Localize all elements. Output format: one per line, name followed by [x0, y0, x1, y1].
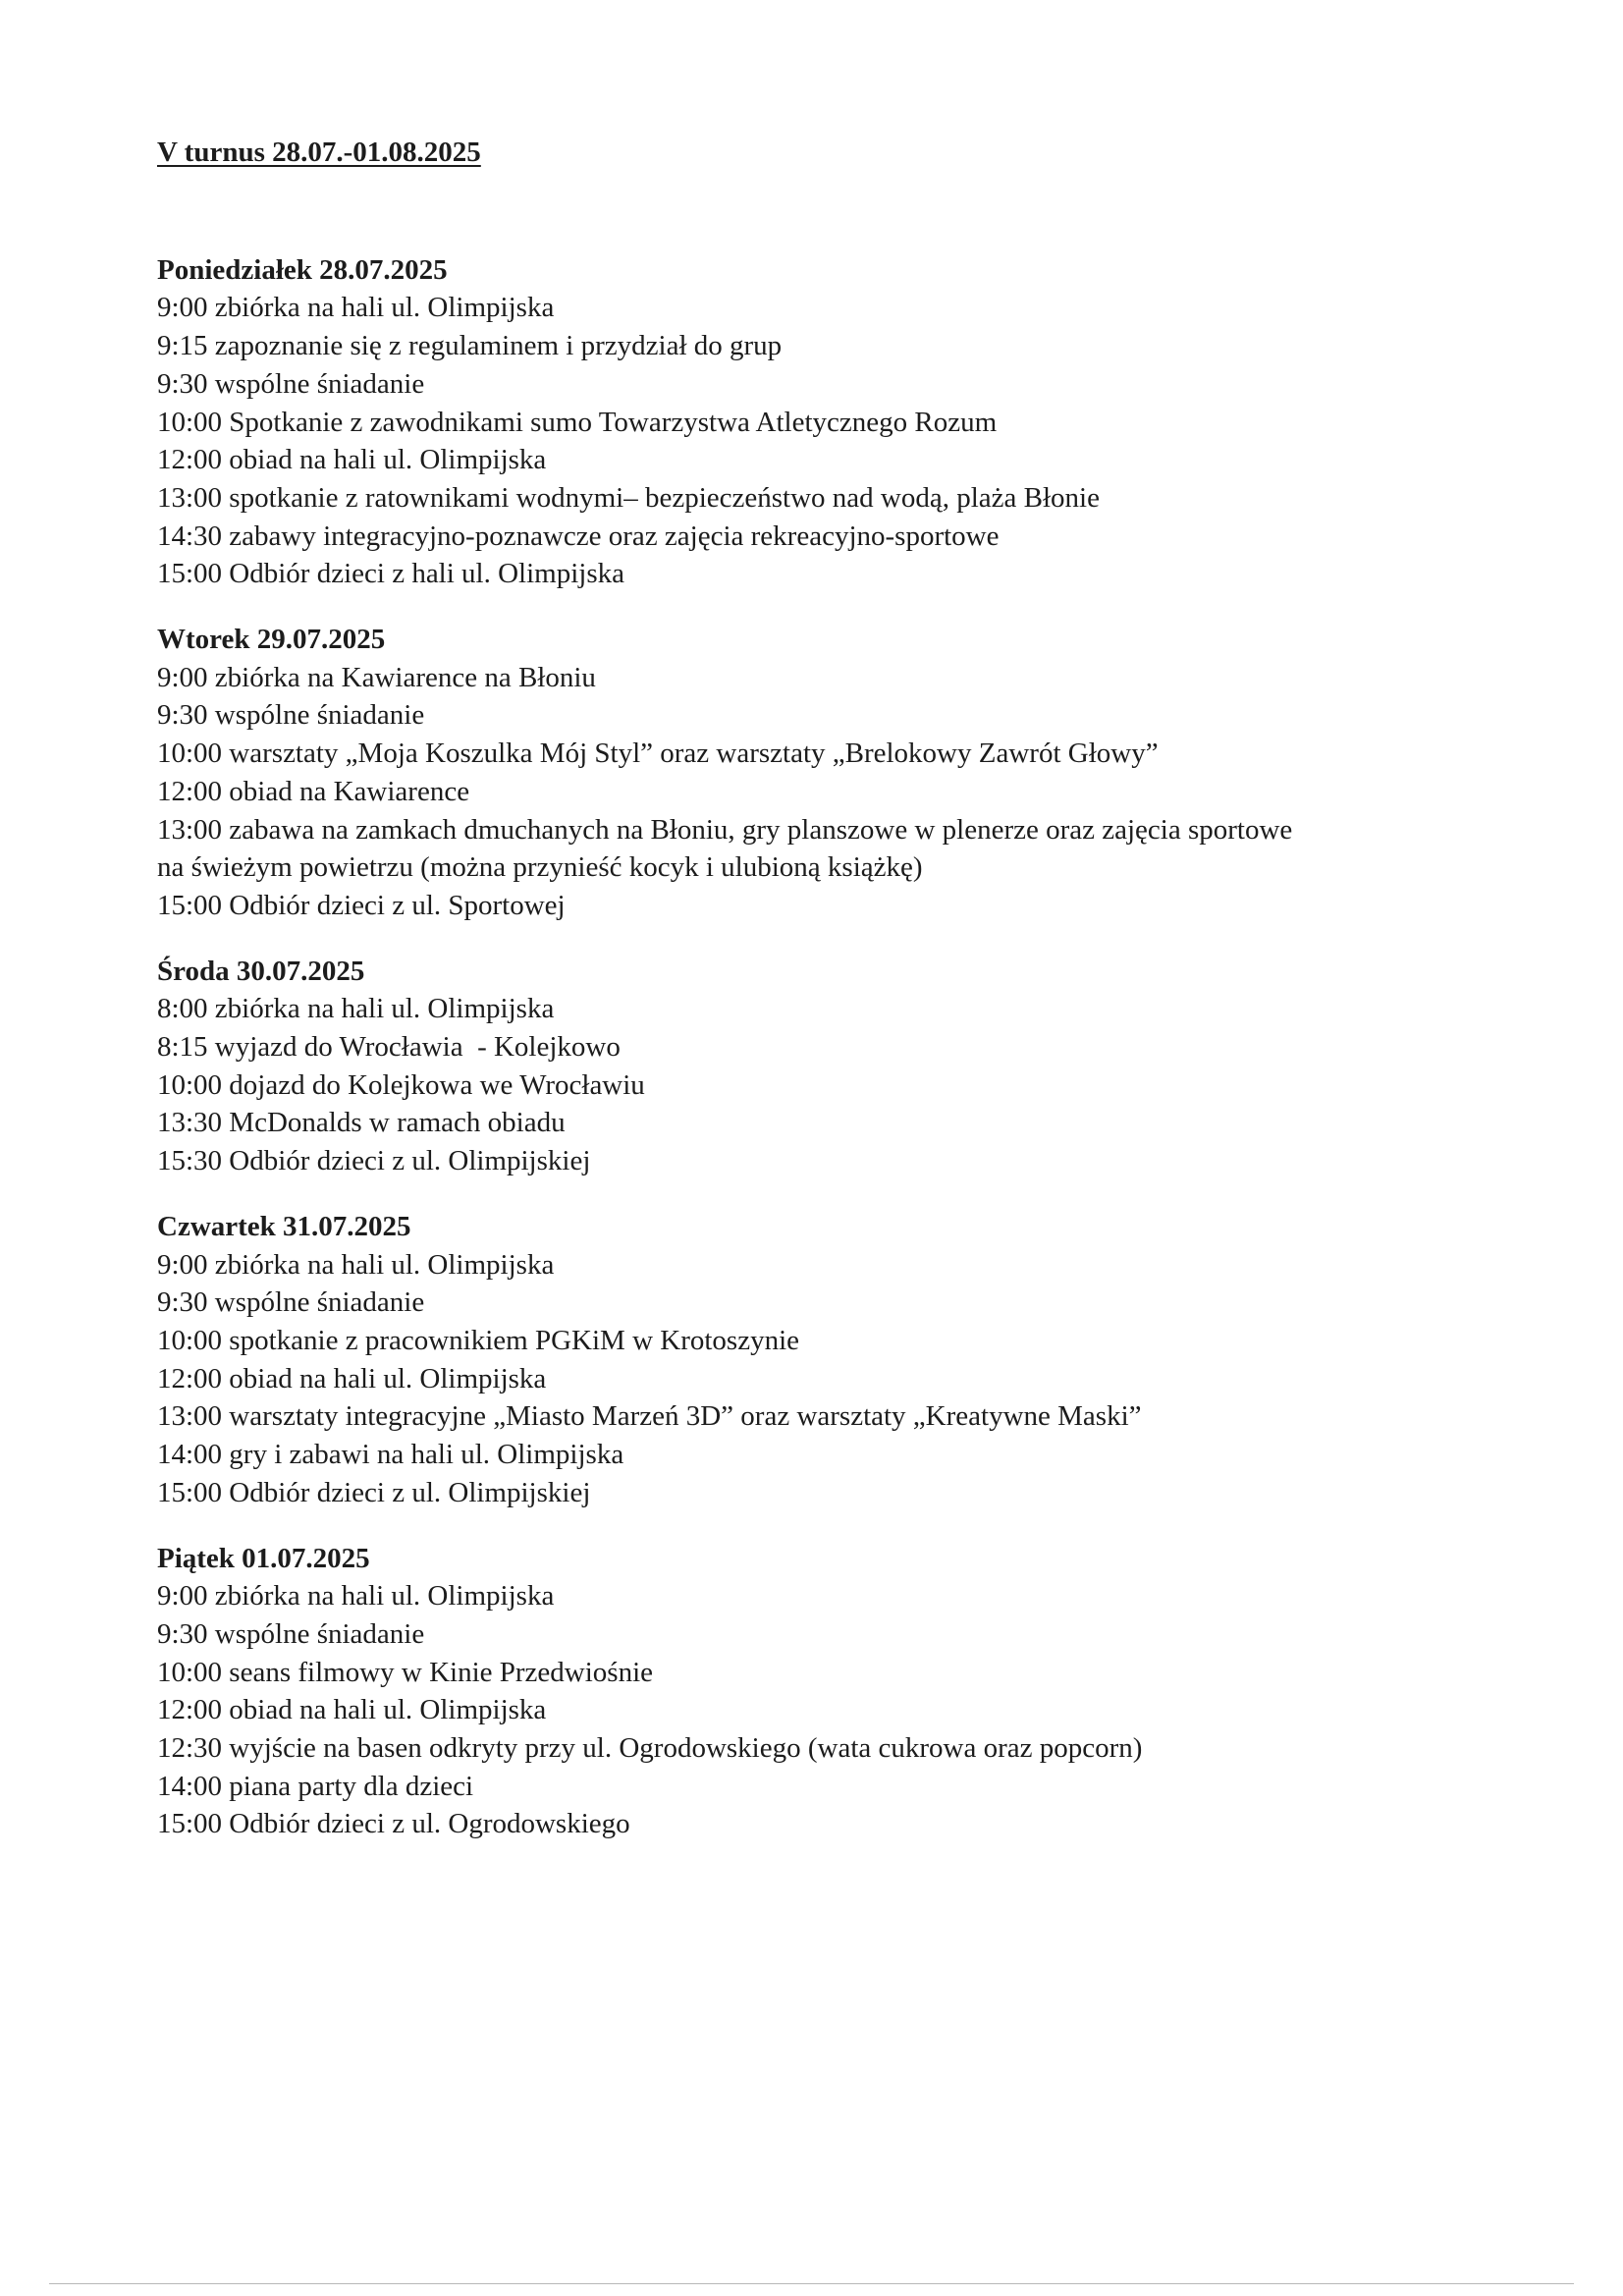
day-heading: Czwartek 31.07.2025: [157, 1210, 411, 1242]
schedule-entry: 15:00 Odbiór dzieci z ul. Ogrodowskiego: [157, 1808, 630, 1840]
day-section: [157, 1208, 1532, 1512]
document-title: V turnus 28.07.-01.08.2025: [157, 137, 481, 168]
schedule-entry: 15:30 Odbiór dzieci z ul. Olimpijskiej: [157, 1145, 591, 1177]
schedule-entry: 10:00 Spotkanie z zawodnikami sumo Towarzystwa Atletycznego Rozum: [157, 406, 998, 438]
schedule-entry: 12:00 obiad na Kawiarence: [157, 775, 470, 807]
schedule-entry: 14:00 piana party dla dzieci: [157, 1770, 474, 1802]
schedule-entry: 10:00 spotkanie z pracownikiem PGKiM w Krotoszynie: [157, 1324, 800, 1356]
schedule-entry: 12:30 wyjście na basen odkryty przy ul. Ogrodowskiego (wata cukrowa oraz popcorn): [157, 1732, 1143, 1765]
schedule-entry: 14:00 gry i zabawi na hali ul. Olimpijska: [157, 1439, 624, 1471]
day-section: [157, 953, 1532, 1180]
schedule-entry: 13:00 zabawa na zamkach dmuchanych na Błoniu, gry planszowe w plenerze oraz zajęcia sportowe: [157, 813, 1293, 846]
schedule-entry: 13:00 spotkanie z ratownikami wodnymi– bezpieczeństwo nad wodą, plaża Błonie: [157, 481, 1100, 514]
schedule: [157, 251, 1532, 1843]
day-section: [157, 251, 1532, 593]
document-page: [157, 134, 1532, 1871]
schedule-entry: 9:00 zbiórka na hali ul. Olimpijska: [157, 1248, 555, 1281]
day-heading: Wtorek 29.07.2025: [157, 624, 386, 656]
day-heading: Poniedziałek 28.07.2025: [157, 253, 448, 286]
schedule-entry: 12:00 obiad na hali ul. Olimpijska: [157, 1362, 547, 1394]
schedule-entry: 9:00 zbiórka na hali ul. Olimpijska: [157, 1580, 555, 1613]
schedule-entry: 9:30 wspólne śniadanie: [157, 699, 425, 732]
schedule-entry: 8:00 zbiórka na hali ul. Olimpijska: [157, 993, 555, 1025]
schedule-entry: 13:30 McDonalds w ramach obiadu: [157, 1107, 566, 1139]
day-section: [157, 1540, 1532, 1844]
schedule-entry: 15:00 Odbiór dzieci z ul. Sportowej: [157, 889, 566, 921]
schedule-entry: 9:30 wspólne śniadanie: [157, 1617, 425, 1650]
schedule-entry: 10:00 warsztaty „Moja Koszulka Mój Styl” oraz warsztaty „Brelokowy Zawrót Głowy”: [157, 738, 1159, 770]
day-section: [157, 621, 1532, 925]
schedule-entry: 10:00 dojazd do Kolejkowa we Wrocławiu: [157, 1068, 645, 1101]
schedule-entry: 10:00 seans filmowy w Kinie Przedwiośnie: [157, 1656, 654, 1688]
day-heading: Środa 30.07.2025: [157, 955, 365, 987]
schedule-entry: na świeżym powietrzu (można przynieść kocyk i ulubioną książkę): [157, 851, 923, 884]
scan-edge-line: [49, 2283, 1574, 2284]
schedule-entry: 9:30 wspólne śniadanie: [157, 367, 425, 400]
schedule-entry: 9:30 wspólne śniadanie: [157, 1286, 425, 1319]
schedule-entry: 15:00 Odbiór dzieci z ul. Olimpijskiej: [157, 1476, 591, 1508]
schedule-entry: 9:00 zbiórka na hali ul. Olimpijska: [157, 292, 555, 324]
schedule-entry: 14:30 zabawy integracyjno-poznawcze oraz zajęcia rekreacyjno-sportowe: [157, 519, 1000, 552]
schedule-entry: 15:00 Odbiór dzieci z hali ul. Olimpijska: [157, 558, 624, 590]
schedule-entry: 12:00 obiad na hali ul. Olimpijska: [157, 1694, 547, 1726]
schedule-entry: 13:00 warsztaty integracyjne „Miasto Marzeń 3D” oraz warsztaty „Kreatywne Maski”: [157, 1400, 1142, 1433]
day-heading: Piątek 01.07.2025: [157, 1542, 370, 1574]
schedule-entry: 9:00 zbiórka na Kawiarence na Błoniu: [157, 661, 596, 693]
schedule-entry: 9:15 zapoznanie się z regulaminem i przydział do grup: [157, 330, 783, 362]
schedule-entry: 12:00 obiad na hali ul. Olimpijska: [157, 444, 547, 476]
schedule-entry: 8:15 wyjazd do Wrocławia - Kolejkowo: [157, 1031, 621, 1064]
